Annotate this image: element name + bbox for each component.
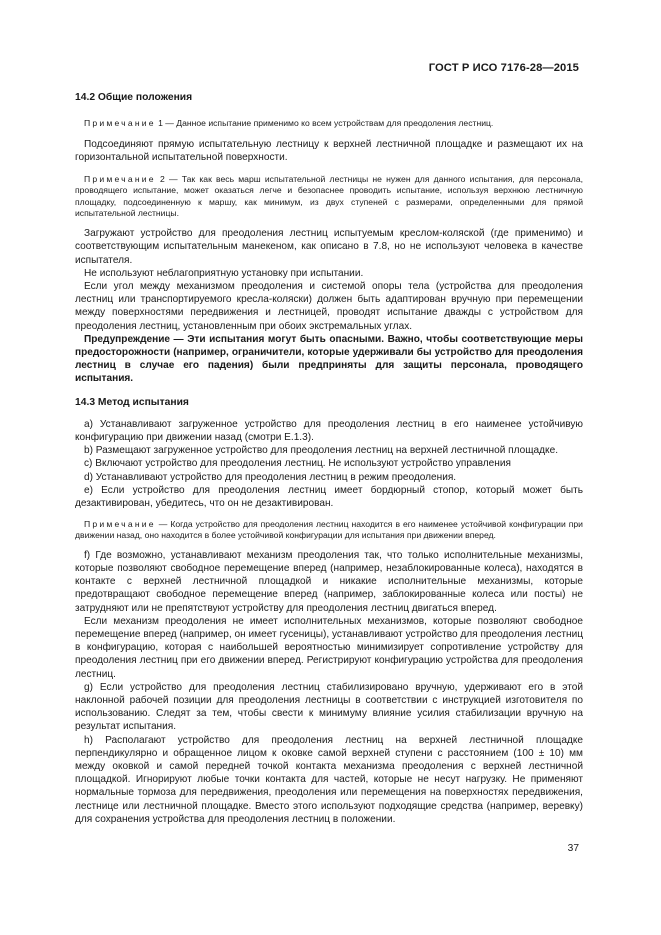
note-3 [75, 519, 583, 542]
step-f-continued: Если механизм преодоления не имеет исполнительных механизмов, которые позволяют свободное перемещение вперед (например, он имеет гусеницы), устанавливают устройство для преодоления лестниц в конфигурацию, которая с наибольшей вероятностью минимизирует сопротивление устройству для преодоления лестниц при его движении вперед. Регистрируют конфигурацию устройства для преодоления лестниц. [75, 615, 583, 680]
warning-paragraph: Предупреждение — Эти испытания могут быть опасными. Важно, чтобы соответствующие меры предосторожности (например, ограничители, которые удерживали бы устройство для преодоления лестниц в случае его падения) были предприняты для защиты персонала, проводящего испытания. [75, 333, 583, 385]
section-14-2-heading: 14.2 Общие положения [75, 92, 193, 103]
step-c: c) Включают устройство для преодоления лестниц. Не используют устройство управления [84, 458, 511, 470]
note-1 [75, 118, 583, 129]
paragraph: Подсоединяют прямую испытательную лестницу к верхней лестничной площадке и размещают их на горизонтальной испытательной поверхности. [75, 138, 583, 163]
note-label: Примечание [84, 519, 156, 530]
note-2 [75, 174, 583, 219]
step-d: d) Устанавливают устройство для преодоления лестниц в режим преодоления. [84, 471, 457, 483]
note-text: — Когда устройство для преодоления лестниц находится в его наименее устойчивой конфигурации при движении назад, оно находится в более устойчивой конфигурации для испытания при движении вперед. [75, 519, 583, 541]
page-number: 37 [567, 843, 579, 854]
page-content [75, 91, 583, 826]
paragraph: Загружают устройство для преодоления лестниц испытуемым креслом-коляской (где применимо) и соответствующим испытательным манекеном, как описано в 7.8, но не используют человека в качестве испытателя. [75, 228, 583, 266]
note-text: 2 — Так как весь марш испытательной лестницы не нужен для данного испытания, для персонала, проводящего испытание, может оказаться легче и безопаснее проводить испытание, используя верхнюю лестничную площадку, подсоединенную к маршу, как минимум, из двух ступеней с размерами, определенными для прямой испытательной лестницы. [75, 173, 583, 218]
step-e: e) Если устройство для преодоления лестниц имеет бордюрный стопор, который может быть дезактивирован, убедитесь, что он не дезактивирован. [75, 484, 583, 509]
section-14-3-heading: 14.3 Метод испытания [75, 396, 189, 408]
step-g: g) Если устройство для преодоления лестниц стабилизировано вручную, удерживают его в этой наклонной рабочей позиции для преодоления лестницы в соответствии с инструкцией изготовителя по использованию. Следят за тем, чтобы свести к минимуму влияние усилия стабилизации вручную на результат испытания. [75, 681, 583, 733]
paragraph: Не используют неблагоприятную установку при испытании. [84, 267, 364, 279]
step-b: b) Размещают загруженное устройство для преодоления лестниц на верхней лестничной площадке. [84, 445, 559, 457]
document-header: ГОСТ Р ИСО 7176-28—2015 [428, 62, 579, 74]
step-h: h) Располагают устройство для преодоления лестниц на верхней лестничной площадке перпендикулярно и обращенное лицом к оковке самой верхней ступени с расстоянием (100 ± 10) мм между оковкой и самой передней точкой контакта механизма преодоления с верхней лестничной площадкой. Игнорируют любые точки контакта для частей, которые не несут нагрузку. Не применяют нормальные тормоза для передвижения, преодоления или перемещения на поверхностях передвижения, лестнице или лестничной площадке. Вместо этого используют подходящие средства (например, веревку) для сохранения устройства для преодоления лестниц в положении. [75, 734, 583, 825]
step-a: а) Устанавливают загруженное устройство для преодоления лестниц в его наименее устойчивую конфигурацию при движении назад (смотри Е.1.3). [75, 418, 583, 443]
step-f: f) Где возможно, устанавливают механизм преодоления так, что только исполнительные механизмы, которые позволяют свободное перемещение вперед (например, незаблокированные колеса), находятся в контакте с верхней лестничной площадкой и никакие исполнительные механизмы, которые предотвращают свободное перемещение вперед (например, заблокированные колеса или посты) не затрудняют или не препятствуют устройству для преодоления лестниц двигаться вперед. [75, 549, 583, 614]
note-text: 1 — Данное испытание применимо ко всем устройствам для преодоления лестниц. [155, 118, 494, 129]
note-label: Примечание [84, 173, 156, 184]
note-label: Примечание [84, 118, 156, 129]
paragraph: Если угол между механизмом преодоления и системой опоры тела (устройства для преодоления лестниц или транспортируемого кресла-коляски) должен быть адаптирован вручную при перемещении между поверхностями передвижения и лестницей, проводят испытание дважды с устройством для преодоления лестниц, установленным при обоих экстремальных углах. [75, 280, 583, 332]
